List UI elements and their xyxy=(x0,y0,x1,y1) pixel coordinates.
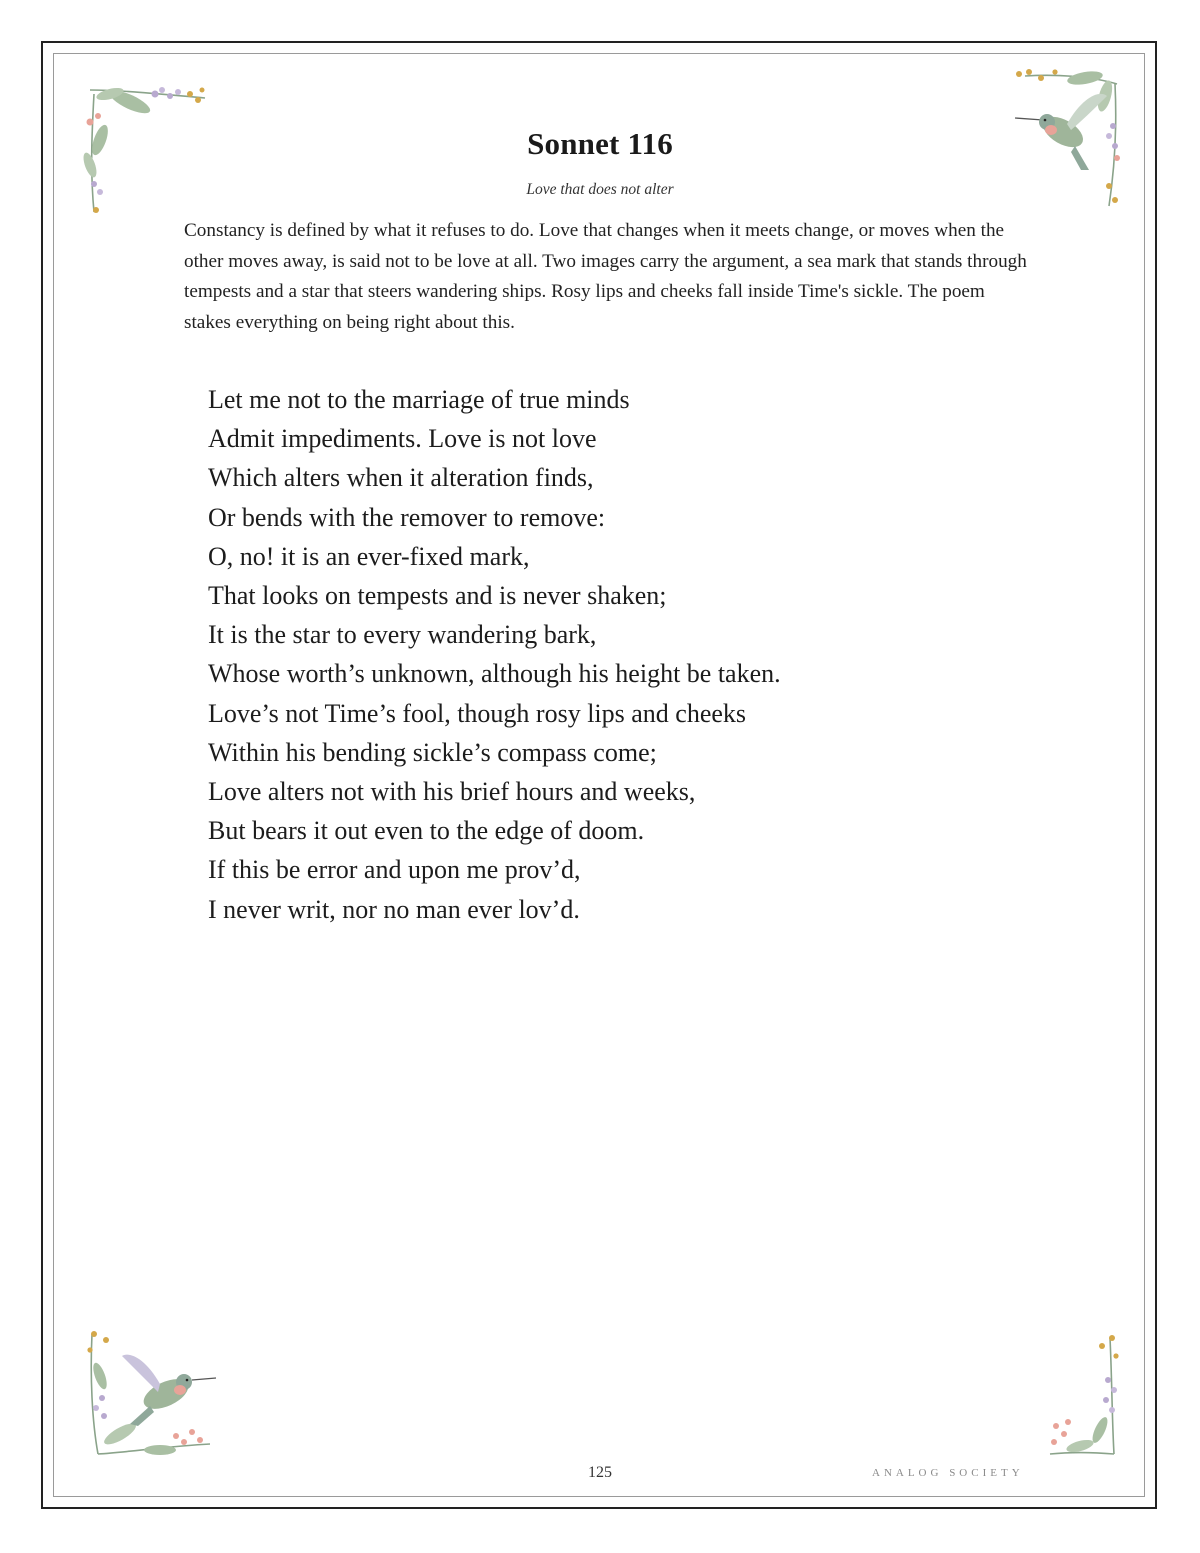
poem-line: If this be error and upon me prov’d, xyxy=(208,855,581,885)
poem-line: That looks on tempests and is never shaken; xyxy=(208,581,667,611)
poem-line: Or bends with the remover to remove: xyxy=(208,502,606,532)
floral-corner-bottom-right xyxy=(1040,1330,1125,1460)
intro-paragraph: Constancy is defined by what it refuses to do. Love that changes when it meets change, or moves when the other moves away, is said not to be love at all. Two images carry the argument, a sea mark that stands through tempests and a star that steers wandering ships. Rosy lips and cheeks fall inside Time's sickle. The poem stakes everything on being right about this. xyxy=(184,220,1027,333)
hummingbird-icon xyxy=(80,1326,220,1461)
brand-footer: ANALOG SOCIETY xyxy=(872,1467,1024,1479)
page-number: 125 xyxy=(588,1464,612,1481)
leaf-sprig-icon xyxy=(1040,1330,1125,1460)
page-subtitle: Love that does not alter xyxy=(526,181,674,198)
poem-line: Love’s not Time’s fool, though rosy lips and cheeks xyxy=(208,698,747,728)
poem-line: Let me not to the marriage of true minds xyxy=(208,385,630,414)
poem-line: Love alters not with his brief hours and weeks, xyxy=(208,777,696,807)
page-title: Sonnet 116 xyxy=(527,126,673,161)
poem-line: It is the star to every wandering bark, xyxy=(208,620,597,650)
poem-line: I never writ, nor no man ever lov’d. xyxy=(208,894,580,924)
poem-line: O, no! it is an ever-fixed mark, xyxy=(208,541,530,571)
floral-corner-bottom-left xyxy=(80,1326,220,1461)
poem-line: But bears it out even to the edge of doom. xyxy=(208,816,645,846)
poem-line: Which alters when it alteration finds, xyxy=(208,463,594,493)
poem-line: Within his bending sickle’s compass come; xyxy=(208,737,657,767)
poem-body xyxy=(208,380,1008,929)
poem-line: Whose worth’s unknown, although his height be taken. xyxy=(208,659,781,689)
poem-line: Admit impediments. Love is not love xyxy=(208,424,597,454)
